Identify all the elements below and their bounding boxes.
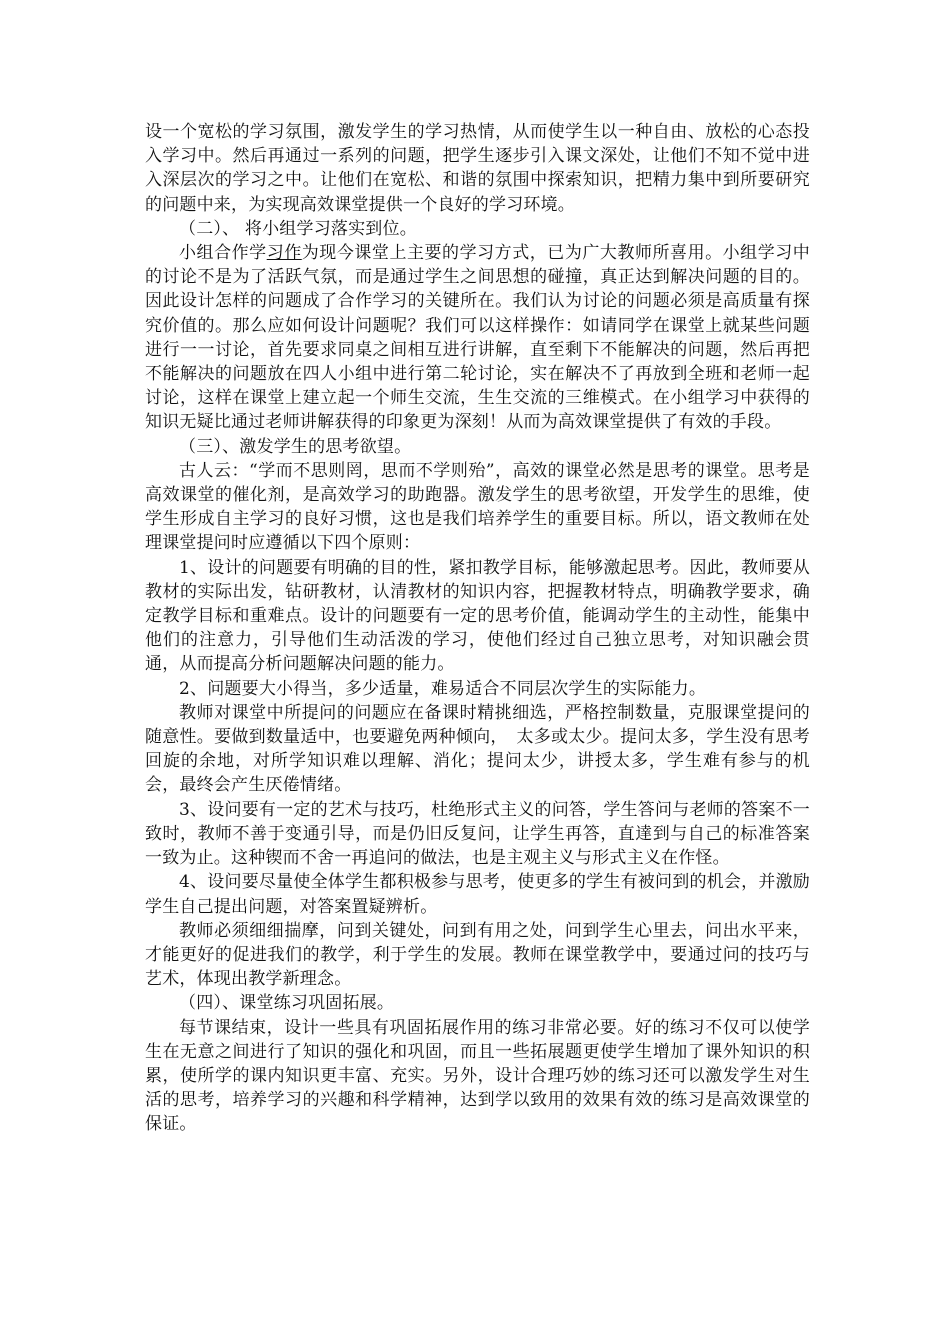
paragraph-group-learning-start: 小组合作学 — [179, 243, 267, 264]
paragraph-question-quantity: 教师对课堂中所提问的问题应在备课时精挑细选，严格控制数量，克服课堂提问的随意性。要做到数量适中，也要避免两种倾向， 太多或太少。提问太多，学生没有思考回旋的余地，对所学知识难以理解、消化；提问太少，讲授太多，学生难有参与的机会，最终会产生厌倦情绪。 — [145, 702, 810, 796]
paragraph-group-learning-rest: 为现今课堂上主要的学习方式，已为广大教师所喜用。小组学习中的讨论不是为了活跃气氛，而是通过学生之间思想的碰撞，真正达到解决问题的目的。因此设计怎样的问题成了合作学习的关键所在。我们认为讨论的问题必须是高质量有探究价值的。那么应如何设计问题呢？我们可以这样操作：如请同学在课堂上就某些问题进行一一讨论，首先要求同桌之间相互进行讲解，直至剩下不能解决的问题，然后再把不能解决的问题放在四人小组中进行第二轮讨论，实在解决不了再放到全班和老师一起讨论，这样在课堂上建立起一个师生交流，生生交流的三维模式。在小组学习中获得的知识无疑比通过老师讲解获得的印象更为深刻！从而为高效课堂提供了有效的手段。 — [145, 243, 810, 433]
section-heading-four: （四）、课堂练习巩固拓展。 — [179, 993, 395, 1014]
paragraph-teacher-skill: 教师必须细细揣摩，问到关键处，问到有用之处，问到学生心里去，问出水平来，才能更好的促进我们的教学，利于学生的发展。教师在课堂教学中，要通过问的技巧与艺术，体现出教学新理念。 — [145, 920, 810, 990]
document-body — [145, 120, 810, 1137]
paragraph-thinking: 古人云：“学而不思则罔，思而不学则殆”，高效的课堂必然是思考的课堂。思考是高效课堂的催化剂，是高效学习的助跑器。激发学生的思考欲望，开发学生的思维，使学生形成自主学习的良好习惯，这也是我们培养学生的重要目标。所以，语文教师在处理课堂提问时应遵循以下四个原则： — [145, 460, 810, 554]
principle-two: 2、问题要大小得当，多少适量，难易适合不同层次学生的实际能力。 — [179, 678, 707, 699]
principle-one: 1、设计的问题要有明确的目的性，紧扣教学目标，能够激起思考。因此，教师要从教材的实际出发，钻研教材，认清教材的知识内容，把握教材特点，明确教学要求，确定教学目标和重难点。设计的问题要有一定的思考价值，能调动学生的主动性，能集中他们的注意力，引导他们生动活泼的学习，使他们经过自己独立思考，对知识融会贯通，从而提高分析问题解决问题的能力。 — [145, 557, 810, 675]
paragraph-practice: 每节课结束，设计一些具有巩固拓展作用的练习非常必要。好的练习不仅可以使学生在无意之间进行了知识的强化和巩固，而且一些拓展题更使学生增加了课外知识的积累，使所学的课内知识更丰富、充实。另外，设计合理巧妙的练习还可以激发学生对生活的思考，培养学习的兴趣和科学精神，达到学以致用的效果有效的练习是高效课堂的保证。 — [145, 1017, 810, 1135]
underlined-word: 习作 — [266, 243, 302, 264]
paragraph-intro: 设一个宽松的学习氛围，激发学生的学习热情，从而使学生以一种自由、放松的心态投入学习中。然后再通过一系列的问题，把学生逐步引入课文深处，让他们不知不觉中进入深层次的学习之中。让他们在宽松、和谐的氛围中探索知识，把精力集中到所要研究的问题中来，为实现高效课堂提供一个良好的学习环境。 — [145, 122, 810, 215]
paragraph-group-learning — [145, 241, 810, 435]
principle-three: 3、设问要有一定的艺术与技巧，杜绝形式主义的问答，学生答问与老师的答案不一致时，教师不善于变通引导，而是仍旧反复问，让学生再答，直達到与自己的标准答案一致为止。这种锲而不舍一再追问的做法，也是主观主义与形式主义在作怪。 — [145, 799, 810, 869]
section-heading-two: （二）、 将小组学习落实到位。 — [179, 218, 417, 239]
section-heading-three: （三）、激发学生的思考欲望。 — [179, 436, 412, 457]
principle-four: 4、设问要尽量使全体学生都积极参与思考，使更多的学生有被问到的机会，并激励学生自己提出问题，对答案置疑辨析。 — [145, 872, 810, 917]
